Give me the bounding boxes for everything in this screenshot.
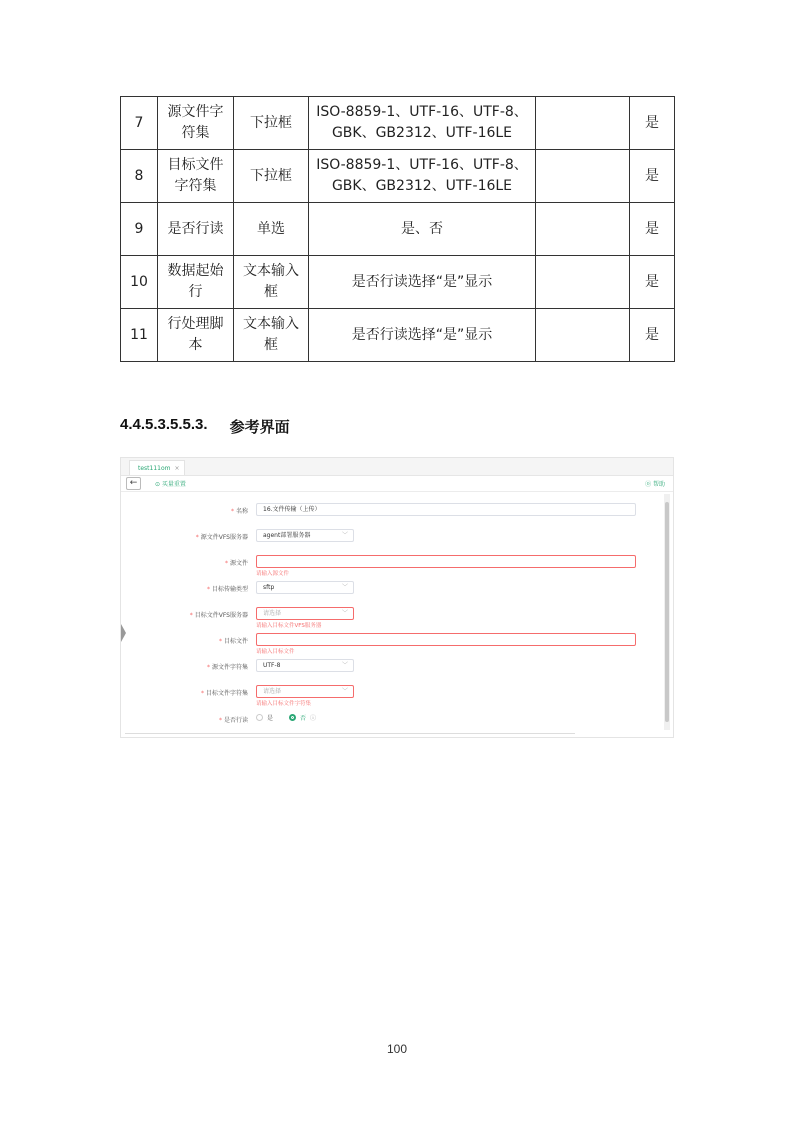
info-icon: ⓘ — [310, 715, 317, 722]
row-number: 7 — [121, 97, 158, 150]
name-label: 名称 — [235, 508, 248, 515]
dst-file-label: 目标文件 — [223, 638, 248, 645]
field-values: 是否行读选择“是”显示 — [309, 256, 536, 309]
table-row — [121, 97, 675, 150]
form-row-name: * 名称 16.文件传输（上传） — [121, 503, 673, 517]
table-row — [121, 203, 675, 256]
dst-file-error: 请输入目标文件 — [256, 649, 295, 655]
vertical-scrollbar[interactable] — [664, 494, 670, 730]
row-number: 11 — [121, 309, 158, 362]
row-number: 10 — [121, 256, 158, 309]
radio-no-label[interactable]: 否 — [300, 715, 307, 722]
line-read-label: 是否行读 — [223, 717, 248, 724]
src-vfs-label: 源文件VFS服务器 — [200, 534, 248, 541]
reset-link[interactable]: ⊙ 买量重置 — [155, 481, 186, 488]
dst-charset-error: 请输入目标文件字符集 — [256, 701, 312, 707]
field-name: 数据起始行 — [158, 256, 234, 309]
table-row — [121, 256, 675, 309]
control-type: 文本输入框 — [234, 256, 309, 309]
radio-yes-label[interactable]: 是 — [267, 715, 274, 722]
back-arrow-icon[interactable]: ← — [126, 477, 141, 490]
field-note — [536, 309, 630, 362]
chevron-down-icon: ﹀ — [341, 532, 348, 539]
field-values: 是否行读选择“是”显示 — [309, 309, 536, 362]
src-vfs-select[interactable]: agent部署服务器 ﹀ — [256, 529, 354, 542]
form-row-line-read: * 是否行读 是 否 ⓘ — [218, 715, 317, 724]
help-link[interactable]: ⓪ 帮助 — [645, 481, 665, 488]
section-heading — [120, 416, 290, 437]
table-row — [121, 309, 675, 362]
transfer-type-label: 目标传输类型 — [211, 586, 248, 593]
required-flag: 是 — [630, 256, 675, 309]
src-file-error: 请输入源文件 — [256, 571, 290, 577]
name-input[interactable]: 16.文件传输（上传） — [256, 503, 636, 516]
field-spec-table — [120, 96, 675, 362]
form-row-src-file: * 源文件 请输入源文件 — [121, 555, 673, 569]
row-number: 9 — [121, 203, 158, 256]
field-values: 是、否 — [309, 203, 536, 256]
divider — [125, 733, 575, 734]
field-note — [536, 256, 630, 309]
src-charset-select[interactable]: UTF-8 ﹀ — [256, 659, 354, 672]
dst-vfs-error: 请输入目标文件VFS服务器 — [256, 623, 322, 629]
radio-no[interactable] — [289, 714, 296, 721]
toolbar — [121, 475, 673, 492]
side-collapse-arrow-icon[interactable] — [121, 624, 126, 642]
row-number: 8 — [121, 150, 158, 203]
dst-vfs-label: 目标文件VFS服务器 — [194, 612, 248, 619]
dst-charset-label: 目标文件字符集 — [205, 690, 248, 697]
form-row-src-charset: * 源文件字符集 UTF-8 ﹀ — [121, 659, 673, 673]
src-file-input[interactable] — [256, 555, 636, 568]
src-file-label: 源文件 — [229, 560, 248, 567]
chevron-down-icon: ﹀ — [341, 584, 348, 591]
required-flag: 是 — [630, 309, 675, 362]
tab-test111om[interactable] — [129, 460, 185, 475]
field-values: ISO-8859-1、UTF-16、UTF-8、GBK、GB2312、UTF-16LE — [309, 97, 536, 150]
field-note — [536, 97, 630, 150]
required-flag: 是 — [630, 203, 675, 256]
field-name: 目标文件字符集 — [158, 150, 234, 203]
section-number: 4.4.5.3.5.5.3. — [120, 416, 208, 433]
form-row-src-vfs: * 源文件VFS服务器 agent部署服务器 ﹀ — [121, 529, 673, 543]
chevron-down-icon: ﹀ — [341, 662, 348, 669]
form-row-dst-file: * 目标文件 请输入目标文件 — [121, 633, 673, 647]
field-values: ISO-8859-1、UTF-16、UTF-8、GBK、GB2312、UTF-16LE — [309, 150, 536, 203]
control-type: 文本输入框 — [234, 309, 309, 362]
field-name: 行处理脚本 — [158, 309, 234, 362]
dst-charset-select[interactable]: 请选择 ﹀ — [256, 685, 354, 698]
page-number: 100 — [386, 1042, 408, 1056]
table-row — [121, 150, 675, 203]
transfer-type-select[interactable]: sftp ﹀ — [256, 581, 354, 594]
form-row-dst-charset: * 目标文件字符集 请选择 ﹀ 请输入目标文件字符集 — [121, 685, 673, 699]
src-charset-label: 源文件字符集 — [211, 664, 248, 671]
control-type: 下拉框 — [234, 97, 309, 150]
radio-yes[interactable] — [256, 714, 263, 721]
line-read-radio-group — [256, 713, 316, 722]
field-name: 是否行读 — [158, 203, 234, 256]
dst-file-input[interactable] — [256, 633, 636, 646]
field-name: 源文件字符集 — [158, 97, 234, 150]
dst-vfs-select[interactable]: 请选择 ﹀ — [256, 607, 354, 620]
section-title: 参考界面 — [229, 419, 290, 436]
control-type: 下拉框 — [234, 150, 309, 203]
chevron-down-icon: ﹀ — [341, 688, 348, 695]
tab-label: test111om — [138, 465, 171, 472]
chevron-down-icon: ﹀ — [341, 610, 348, 617]
required-flag: 是 — [630, 97, 675, 150]
control-type: 单选 — [234, 203, 309, 256]
field-note — [536, 150, 630, 203]
close-icon[interactable]: × — [174, 465, 180, 472]
tab-bar — [121, 458, 673, 476]
scrollbar-thumb[interactable] — [665, 502, 669, 722]
required-flag: 是 — [630, 150, 675, 203]
field-note — [536, 203, 630, 256]
form-row-dst-vfs: * 目标文件VFS服务器 请选择 ﹀ 请输入目标文件VFS服务器 — [121, 607, 673, 621]
reference-ui-screenshot — [120, 457, 674, 738]
form-row-transfer-type: * 目标传输类型 sftp ﹀ — [121, 581, 673, 595]
